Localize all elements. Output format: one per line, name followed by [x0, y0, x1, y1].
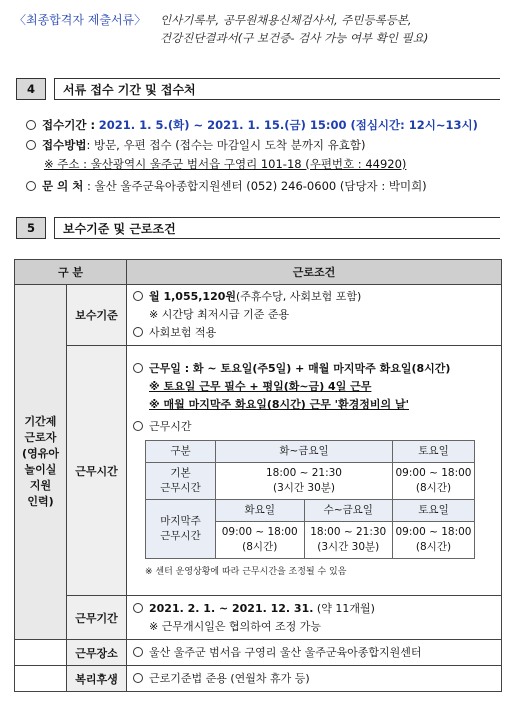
worker-type-cell	[15, 285, 67, 640]
worker-type-line: 지원	[29, 479, 52, 492]
welfare-content	[127, 666, 502, 692]
circle-bullet-icon	[133, 647, 143, 657]
section-4-header	[16, 78, 500, 100]
grid-last-tue: 09:00 ~ 18:00 (8시간)	[216, 522, 305, 559]
worker-type-line: 기간제	[24, 415, 57, 428]
method-value: : 방문, 우편 접수 (접수는 마감일시 도착 분까지 유효함)	[86, 138, 366, 152]
hours-adjust-note: ※ 센터 운영상황에 따라 근무시간을 조정될 수 있음	[145, 567, 347, 577]
conditions-table	[14, 259, 502, 692]
pay-amount: 월 1,055,120원	[149, 290, 237, 303]
section-5-number: 5	[16, 217, 46, 239]
circle-bullet-icon	[133, 327, 143, 337]
header-category: 구 분	[15, 260, 127, 285]
pay-insurance: 사회보험 적용	[149, 326, 217, 339]
worker-type-line: (영유아	[22, 447, 59, 460]
side-empty	[15, 640, 67, 666]
welfare-label: 복리후생	[67, 666, 127, 692]
grid-last-h-sat: 토요일	[393, 500, 475, 522]
circle-bullet-icon	[26, 140, 36, 150]
section-4-number: 4	[16, 78, 46, 100]
side-empty	[15, 666, 67, 692]
work-place: 울산 울주군 범서읍 구영리 울산 울주군육아종합지원센터	[149, 645, 422, 659]
grid-h-weekday: 화~금요일	[216, 441, 393, 463]
inquiry-label: 문 의 처	[42, 179, 84, 193]
hours-label: 근무시간	[67, 346, 127, 596]
grid-basic-label: 기본 근무시간	[146, 463, 216, 500]
circle-bullet-icon	[133, 291, 143, 301]
grid-h-category: 구분	[146, 441, 216, 463]
grid-basic-weekday: 18:00 ~ 21:30 (3시간 30분)	[216, 463, 393, 500]
grid-last-label: 마지막주 근무시간	[146, 500, 216, 559]
last-tuesday-note: ※ 매월 마지막주 화요일(8시간) 근무 '환경정비의 날'	[149, 398, 410, 411]
worker-type-line: 인력)	[27, 495, 54, 508]
circle-bullet-icon	[133, 421, 143, 431]
final-docs-line1: 인사기록부, 공무원채용신체검사서, 주민등록등본,	[160, 13, 412, 27]
worker-type-line: 놀이실	[24, 463, 57, 476]
inquiry-value: : 울산 울주군육아종합지원센터 (052) 246-0600 (담당자 : 박미희)	[87, 179, 427, 193]
address-line	[44, 155, 406, 173]
method-label: 접수방법	[42, 138, 87, 152]
grid-last-wedfri: 18:00 ~ 21:30 (3시간 30분)	[304, 522, 393, 559]
circle-bullet-icon	[133, 603, 143, 613]
grid-h-saturday: 토요일	[393, 441, 475, 463]
pay-amount-note: (주휴수당, 사회보험 포함)	[236, 290, 362, 303]
work-period-length: (약 11개월)	[316, 601, 375, 615]
period-line	[26, 116, 478, 134]
pay-wage-note: ※ 시간당 최저시급 기준 준용	[149, 308, 290, 321]
work-days: 근무일 : 화 ~ 토요일(주5일) + 매월 마지막주 화요일(8시간)	[149, 362, 451, 375]
grid-basic-saturday: 09:00 ~ 18:00 (8시간)	[393, 463, 475, 500]
header-conditions: 근로조건	[127, 260, 502, 285]
circle-bullet-icon	[133, 673, 143, 683]
worker-type-line: 근로자	[24, 431, 57, 444]
circle-bullet-icon	[133, 363, 143, 373]
section-4-title: 서류 접수 기간 및 접수처	[54, 78, 500, 100]
period-label: 접수기간 :	[42, 118, 96, 132]
period-value: 2021. 1. 5.(화) ~ 2021. 1. 15.(금) 15:00 (점심시간: 12시~13시)	[98, 118, 478, 132]
pay-content	[127, 285, 502, 346]
section-5-title: 보수기준 및 근로조건	[54, 217, 500, 239]
pay-label: 보수기준	[67, 285, 127, 346]
hours-grid	[145, 440, 475, 559]
inquiry-line	[26, 177, 427, 195]
final-docs-label: 〈최종합격자 제출서류〉	[14, 13, 147, 27]
place-label: 근무장소	[67, 640, 127, 666]
period-content	[127, 596, 502, 640]
final-documents	[14, 10, 504, 46]
welfare-value: 근로기준법 준용 (연월차 휴가 등)	[149, 671, 310, 685]
grid-last-sat: 09:00 ~ 18:00 (8시간)	[393, 522, 475, 559]
hours-subtitle: 근무시간	[149, 420, 192, 433]
place-content	[127, 640, 502, 666]
work-period: 2021. 2. 1. ~ 2021. 12. 31.	[149, 601, 314, 615]
saturday-required: ※ 토요일 근무 필수 + 평일(화~금) 4일 근무	[149, 380, 372, 393]
start-date-note: ※ 근무개시일은 협의하여 조정 가능	[149, 619, 321, 633]
final-docs-line2: 건강진단결과서(구 보건증- 검사 가능 여부 확인 필요)	[160, 31, 429, 45]
circle-bullet-icon	[26, 181, 36, 191]
grid-last-h-tue: 화요일	[216, 500, 305, 522]
hours-content	[127, 346, 502, 596]
method-line	[26, 136, 365, 154]
address-text: ※ 주소 : 울산광역시 울주군 범서읍 구영리 101-18 (우편번호 : 44920)	[44, 157, 407, 171]
period-label-cell: 근무기간	[67, 596, 127, 640]
section-5-header	[16, 217, 500, 239]
grid-last-h-wedfri: 수~금요일	[304, 500, 393, 522]
circle-bullet-icon	[26, 120, 36, 130]
